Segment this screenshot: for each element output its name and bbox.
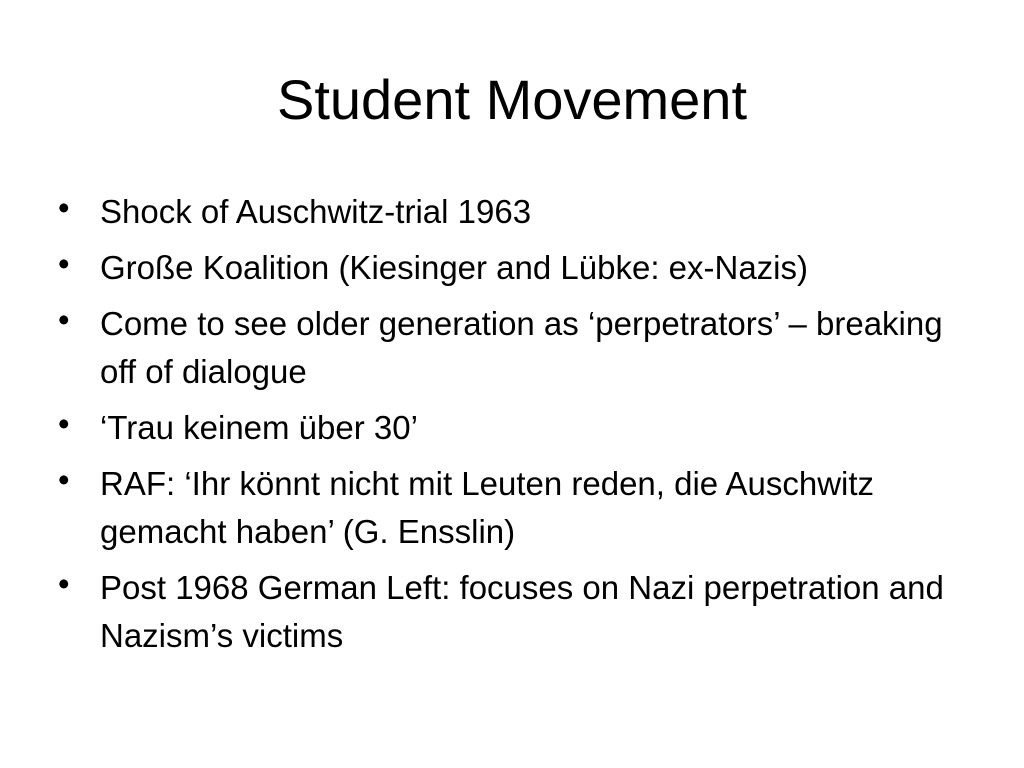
bullet-text: RAF: ‘Ihr könnt nicht mit Leuten reden, die Auschwitz gemacht haben’ (G. Ensslin)	[100, 465, 875, 550]
bullet-text: Große Koalition (Kiesinger and Lübke: ex-Nazis)	[100, 249, 809, 286]
bullet-item	[58, 300, 978, 396]
bullet-item	[58, 244, 978, 292]
bullet-text: Come to see older generation as ‘perpetrators’ – breaking off of dialogue	[100, 305, 943, 390]
bullet-list	[58, 188, 978, 668]
bullet-text: Post 1968 German Left: focuses on Nazi perpetration and Nazism’s victims	[100, 569, 944, 654]
bullet-item	[58, 188, 978, 236]
slide-title: Student Movement	[276, 68, 748, 131]
bullet-item	[58, 460, 978, 556]
bullet-item	[58, 404, 978, 452]
bullet-icon: •	[58, 405, 70, 442]
bullet-item	[58, 564, 978, 660]
bullet-icon: •	[58, 461, 70, 498]
bullet-text: Shock of Auschwitz-trial 1963	[100, 193, 532, 230]
bullet-text: ‘Trau keinem über 30’	[100, 409, 418, 446]
bullet-icon: •	[58, 189, 70, 226]
bullet-icon: •	[58, 245, 70, 282]
bullet-icon: •	[58, 565, 70, 602]
bullet-icon: •	[58, 301, 70, 338]
